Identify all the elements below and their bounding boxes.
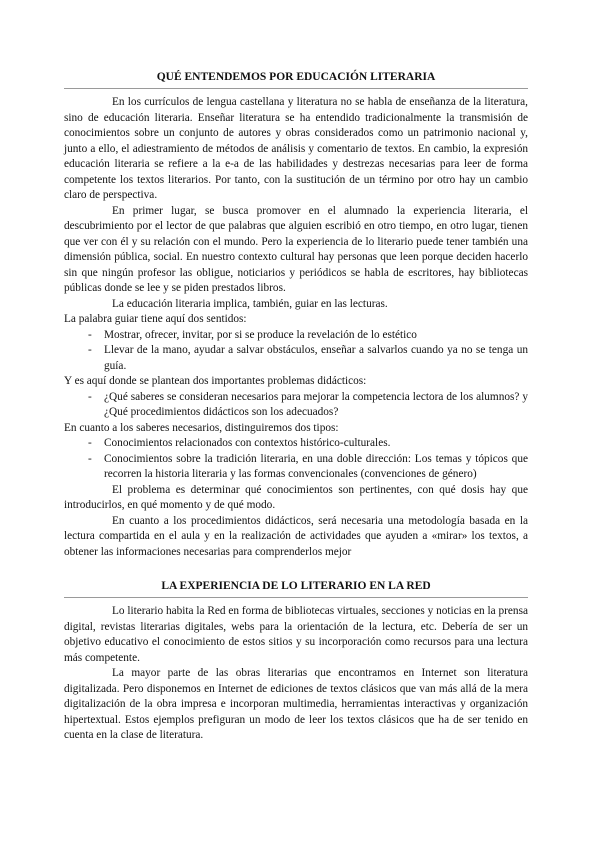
knowledge-list-item: - Conocimientos sobre la tradición literaria, en una doble dirección: Los temas y tópicos que recorren la historia literaria y las formas convencionales (convenciones de género) (64, 452, 528, 483)
guide-list (64, 328, 528, 375)
problems-list-item: - ¿Qué saberes se consideran necesarios para mejorar la competencia lectora de los alumnos? y ¿Qué procedimientos didácticos son los adecuados? (64, 390, 528, 421)
document-content (64, 70, 528, 744)
section1-heading: QUÉ ENTENDEMOS POR EDUCACIÓN LITERARIA (156, 71, 436, 83)
problems-list (64, 390, 528, 421)
knowledge-list-item: - Conocimientos relacionados con contextos histórico-culturales. (64, 436, 528, 452)
section1-rule (64, 88, 528, 89)
guide-intro: La palabra guiar tiene aquí dos sentidos: (64, 313, 247, 325)
section1-paragraph-5: En cuanto a los procedimientos didácticos, será necesaria una metodología basada en la lectura compartida en el aula y en la realización de actividades que ayuden a «mirar» los textos, a obtener las informaciones necesarias para comprenderlos mejor (64, 514, 528, 558)
guide-list-item: - Mostrar, ofrecer, invitar, por si se produce la revelación de lo estético (64, 328, 528, 344)
section2-rule (64, 597, 528, 598)
guide-list-item: - Llevar de la mano, ayudar a salvar obstáculos, enseñar a salvarlos cuando ya no se tenga un guía. (64, 343, 528, 374)
problems-intro: Y es aquí donde se plantean dos importantes problemas didácticos: (64, 375, 367, 387)
section1-paragraph-4: El problema es determinar qué conocimientos son pertinentes, con qué dosis hay que introducirlos, en qué momento y de qué modo. (64, 483, 528, 511)
knowledge-intro: En cuanto a los saberes necesarios, distinguiremos dos tipos: (64, 421, 339, 434)
knowledge-list (64, 436, 528, 483)
section2-paragraph-2: La mayor parte de las obras literarias que encontramos en Internet son literatura digitalizada. Pero disponemos en Internet de ediciones de textos clásicos que van más allá de la mera digitalización de la obra impresa e incorporan multimedia, herramientas interactivas y organización hipertextual. Estos ejemplos prefiguran un modo de leer los textos clásicos que ha de ser tenido en cuenta en la clase de literatura. (64, 667, 528, 741)
section2-heading: LA EXPERIENCIA DE LO LITERARIO EN LA RED (161, 580, 431, 592)
section1-paragraph-3: La educación literaria implica, también, guiar en las lecturas. (112, 297, 388, 310)
section2-paragraph-1: Lo literario habita la Red en forma de bibliotecas virtuales, secciones y noticias en la prensa digital, revistas literarias digitales, webs para la orientación de la lectura, etc. Debería de ser un objetivo educativo el conocimiento de estos sitios y su incorporación como recursos para una lectura más competente. (64, 605, 528, 664)
section1-paragraph-2: En primer lugar, se busca promover en el alumnado la experiencia literaria, el descubrimiento por el lector de que palabras que alguien escribió en otro tiempo, en otro lugar, tienen que ver con él y su relación con el mundo. Pero la experiencia de lo literario puede tener también una dimensión pública, social. En nuestro contexto cultural hay personas que leen porque deciden hacerlo sin que ningún profesor las obligue, noticiarios y periódicos se habla de escritores, hay bibliotecas públicas donde se lee y se piden prestados libros. (64, 204, 528, 294)
section1-paragraph-1: En los currículos de lengua castellana y literatura no se habla de enseñanza de la literatura, sino de educación literaria. Enseñar literatura se ha entendido tradicionalmente la transmisión de conocimientos sobre un conjunto de autores y obras considerados como un patrimonio nacional y, junto a ello, el adiestramiento de métodos de análisis y comentario de textos. En cambio, la expresión educación literaria se refiere a la e-a de las habilidades y destrezas necesarias para leer de forma competente los textos literarios. Por tanto, con la sustitución de un término por otro hay un cambio claro de perspectiva. (64, 96, 528, 201)
